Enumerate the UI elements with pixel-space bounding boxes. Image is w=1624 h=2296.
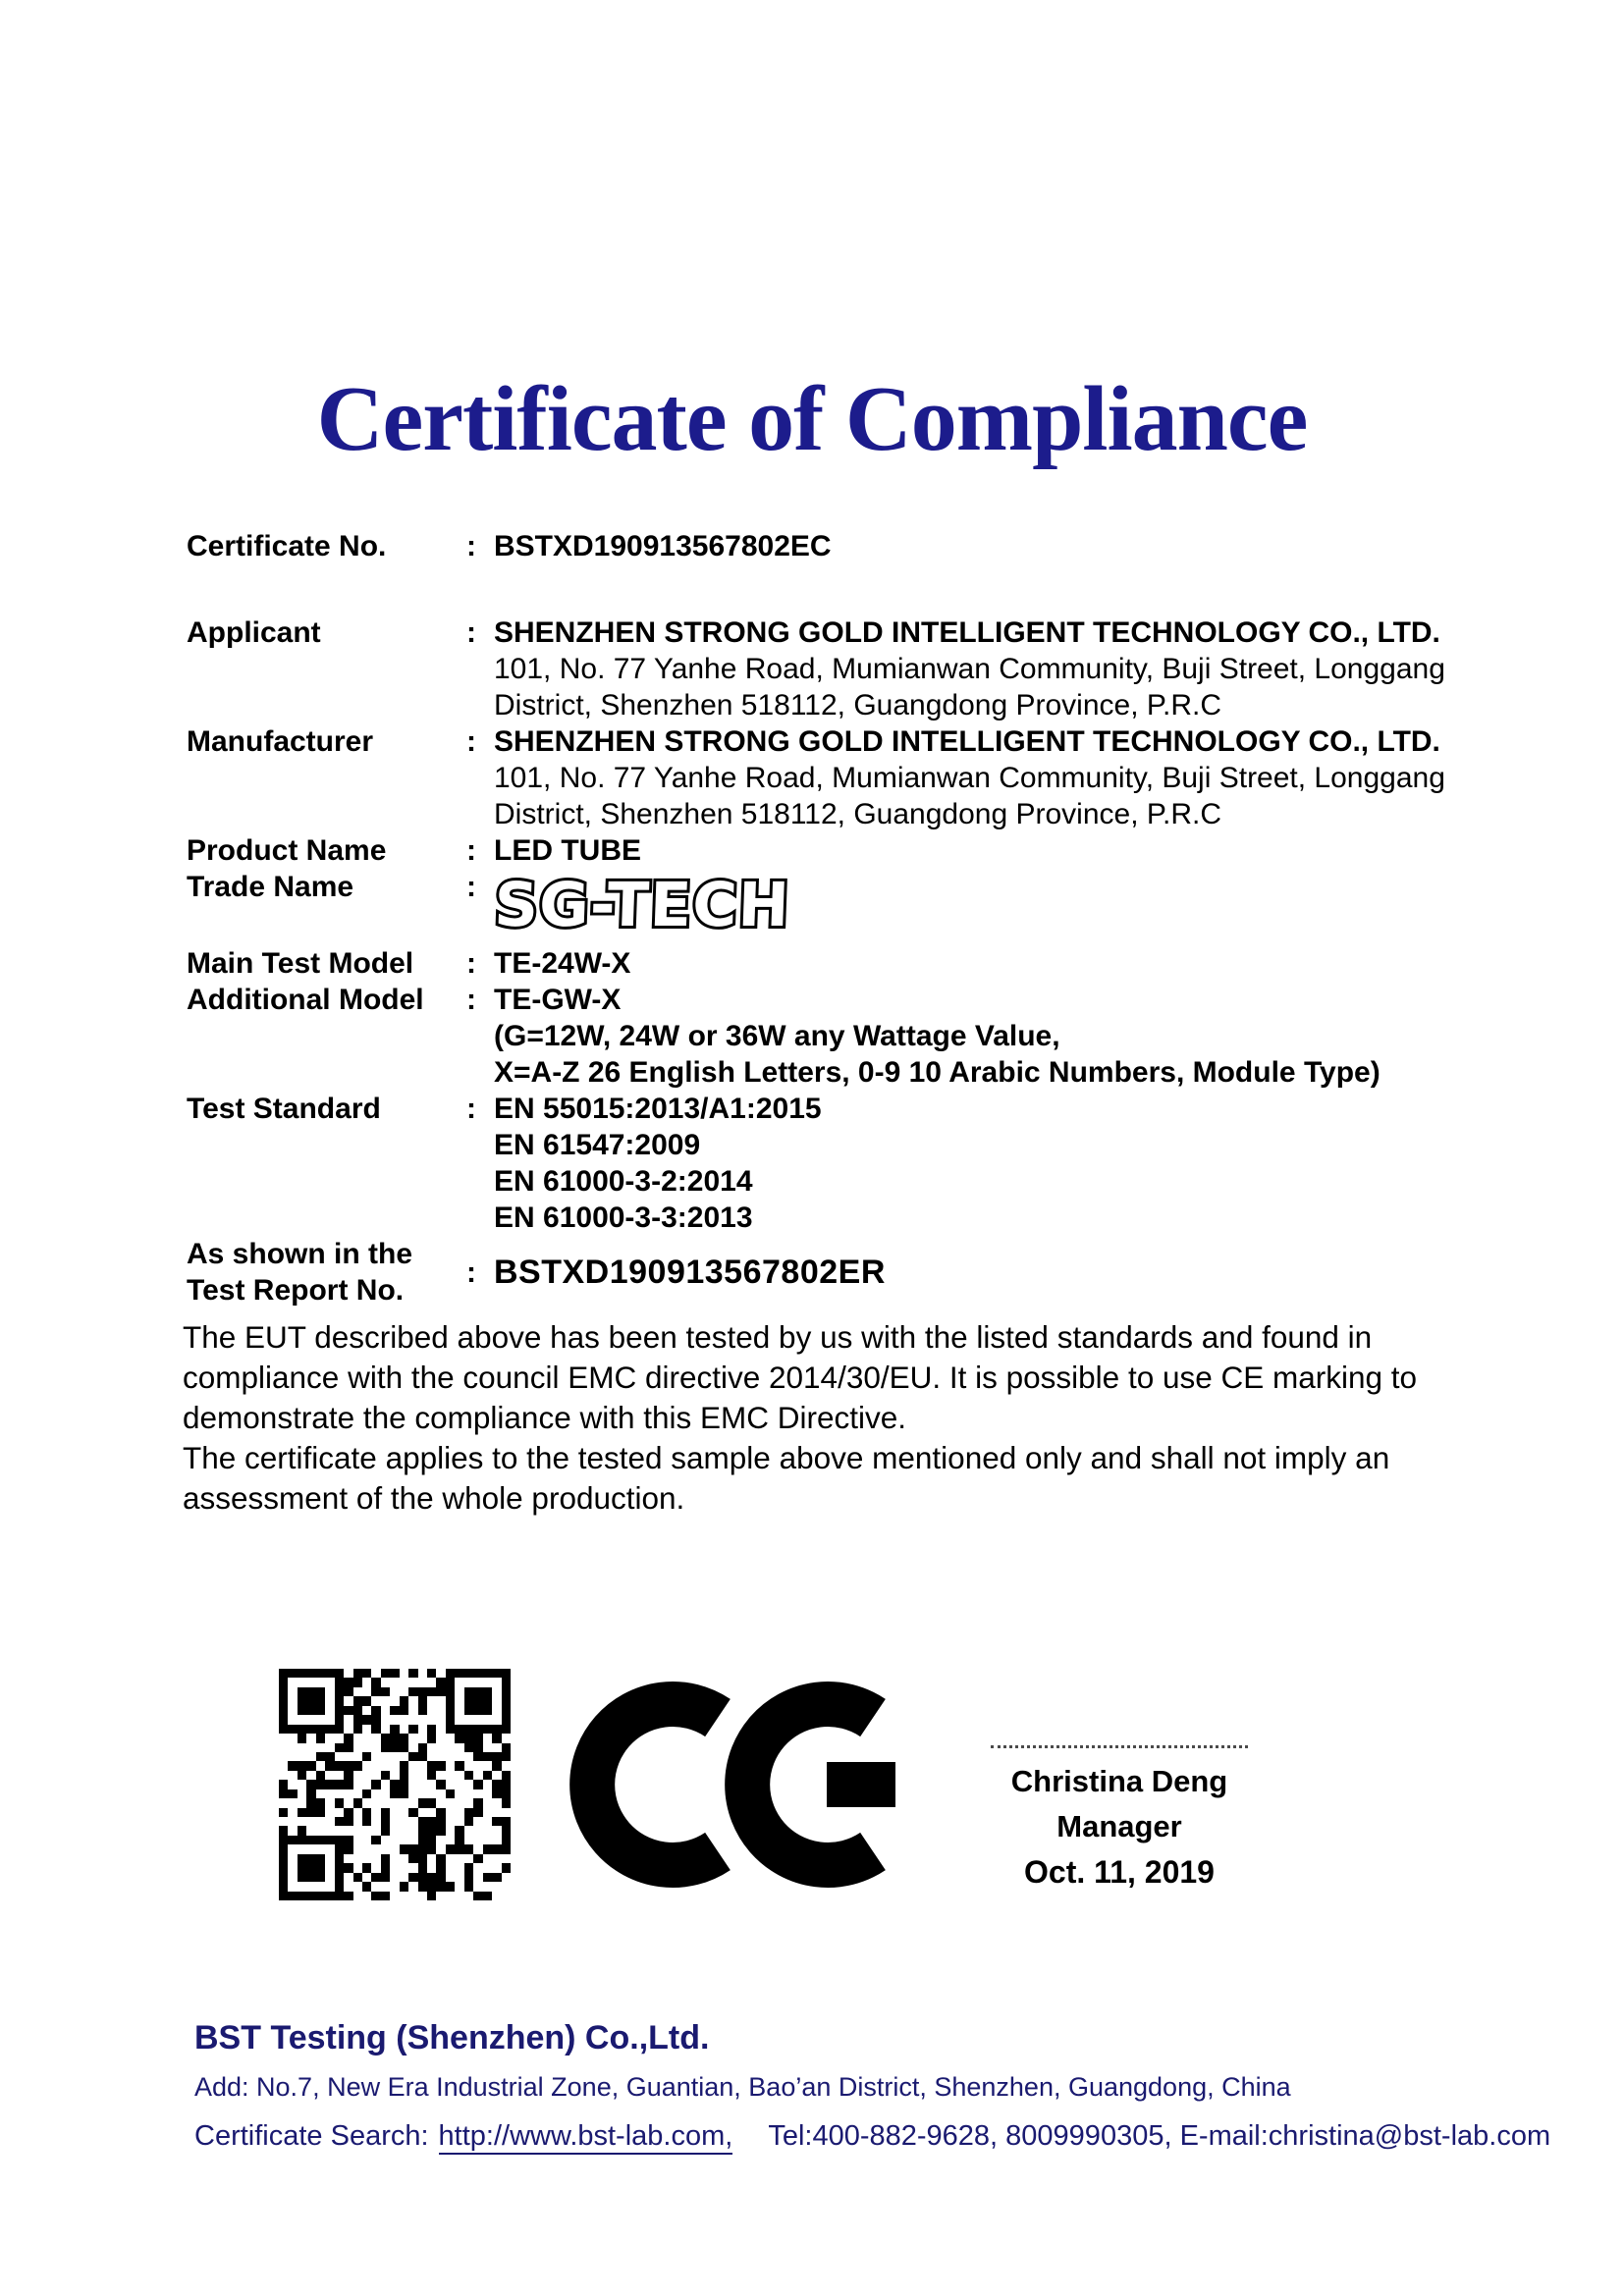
lab-company-name: BST Testing (Shenzhen) Co.,Ltd. [194, 2019, 710, 2056]
applicant-address-line2: District, Shenzhen 518112, Guangdong Province, P.R.C [494, 689, 1222, 721]
additional-model-value-block [494, 982, 1453, 1091]
manufacturer-address-line2: District, Shenzhen 518112, Guangdong Province, P.R.C [494, 798, 1222, 830]
field-manufacturer [187, 723, 1453, 832]
ce-marking-icon [568, 1669, 895, 1900]
field-applicant [187, 614, 1453, 723]
manufacturer-address-line1: 101, No. 77 Yanhe Road, Mumianwan Community, Buji Street, Longgang [494, 762, 1445, 794]
field-additional-model [187, 982, 1453, 1091]
additional-model-note2: X=A-Z 26 English Letters, 0-9 10 Arabic Numbers, Module Type) [494, 1056, 1380, 1089]
field-trade-name [187, 869, 1453, 945]
certificate-search-label: Certificate Search: [194, 2120, 429, 2152]
manufacturer-label: Manufacturer [187, 725, 374, 758]
main-test-model-label: Main Test Model [187, 947, 414, 980]
statement-text [183, 1317, 1451, 1519]
additional-model-label: Additional Model [187, 984, 424, 1016]
colon-separator: : [466, 530, 476, 562]
colon-separator: : [466, 834, 476, 867]
certificate-search-line [194, 2118, 1551, 2154]
test-standard-value-1: EN 55015:2013/A1:2015 [494, 1093, 822, 1125]
manufacturer-value-block [494, 723, 1453, 832]
certificate-fields [187, 528, 1453, 1308]
applicant-label: Applicant [187, 616, 321, 649]
sg-tech-logo-text: SG-TECH [494, 869, 791, 940]
colon-separator: : [466, 871, 476, 903]
signatory-name: Christina Deng [1010, 1764, 1228, 1798]
colon-separator: : [466, 616, 476, 649]
additional-model-value: TE-GW-X [494, 984, 622, 1016]
field-certificate-no [187, 528, 1453, 564]
applicant-value-block [494, 614, 1453, 723]
sg-tech-logo [494, 863, 808, 947]
certificate-search-url[interactable]: http://www.bst-lab.com, [439, 2120, 733, 2155]
additional-model-note1: (G=12W, 24W or 36W any Wattage Value, [494, 1020, 1060, 1052]
test-report-label-line1: As shown in the [187, 1238, 413, 1270]
field-test-standard [187, 1091, 1453, 1236]
colon-separator: : [466, 725, 476, 758]
test-standard-label: Test Standard [187, 1093, 381, 1125]
test-standard-value-2: EN 61547:2009 [494, 1129, 701, 1161]
test-report-label [187, 1236, 466, 1308]
colon-separator: : [466, 984, 476, 1016]
lab-contact-info: Tel:400-882-9628, 8009990305, E-mail:christina@bst-lab.com [768, 2120, 1551, 2152]
lab-address: Add: No.7, New Era Industrial Zone, Guantian, Bao’an District, Shenzhen, Guangdong, China [194, 2072, 1291, 2102]
colon-separator: : [466, 1255, 476, 1289]
lab-footer [194, 2018, 1551, 2154]
certificate-no-label: Certificate No. [187, 530, 387, 562]
colon-separator: : [466, 1093, 476, 1125]
trade-name-logo-wrap [494, 863, 1453, 956]
applicant-company: SHENZHEN STRONG GOLD INTELLIGENT TECHNOLOGY CO., LTD. [494, 616, 1440, 649]
trade-name-label: Trade Name [187, 871, 354, 903]
signatory-role: Manager [1056, 1809, 1182, 1843]
page-title: Certificate of Compliance [316, 368, 1308, 470]
test-standard-value-3: EN 61000-3-2:2014 [494, 1165, 753, 1198]
signature-dotted-line [991, 1745, 1248, 1748]
product-name-value: LED TUBE [494, 834, 641, 867]
applicant-address-line1: 101, No. 77 Yanhe Road, Mumianwan Community, Buji Street, Longgang [494, 653, 1445, 685]
signature-date: Oct. 11, 2019 [1024, 1854, 1215, 1890]
main-test-model-value: TE-24W-X [494, 947, 631, 980]
manufacturer-company: SHENZHEN STRONG GOLD INTELLIGENT TECHNOLOGY CO., LTD. [494, 725, 1440, 758]
statement-paragraph-2: The certificate applies to the tested sample above mentioned only and shall not imply an assessment of the whole production. [183, 1440, 1390, 1516]
certificate-no-value: BSTXD190913567802EC [494, 530, 832, 562]
test-report-label-line2: Test Report No. [187, 1274, 405, 1307]
product-name-label: Product Name [187, 834, 387, 867]
test-standard-value-block [494, 1091, 1453, 1236]
statement-paragraph-1: The EUT described above has been tested by us with the listed standards and found in compliance with the council EMC directive 2014/30/EU. It is possible to use CE marking to demonstrate the compliance with this EMC Directive. [183, 1319, 1418, 1435]
test-report-value: BSTXD190913567802ER [494, 1253, 886, 1291]
field-test-report-no [187, 1236, 1453, 1308]
test-standard-value-4: EN 61000-3-3:2013 [494, 1201, 753, 1234]
qr-code [279, 1669, 511, 1900]
colon-separator: : [466, 947, 476, 980]
signature-block [938, 1745, 1301, 1891]
